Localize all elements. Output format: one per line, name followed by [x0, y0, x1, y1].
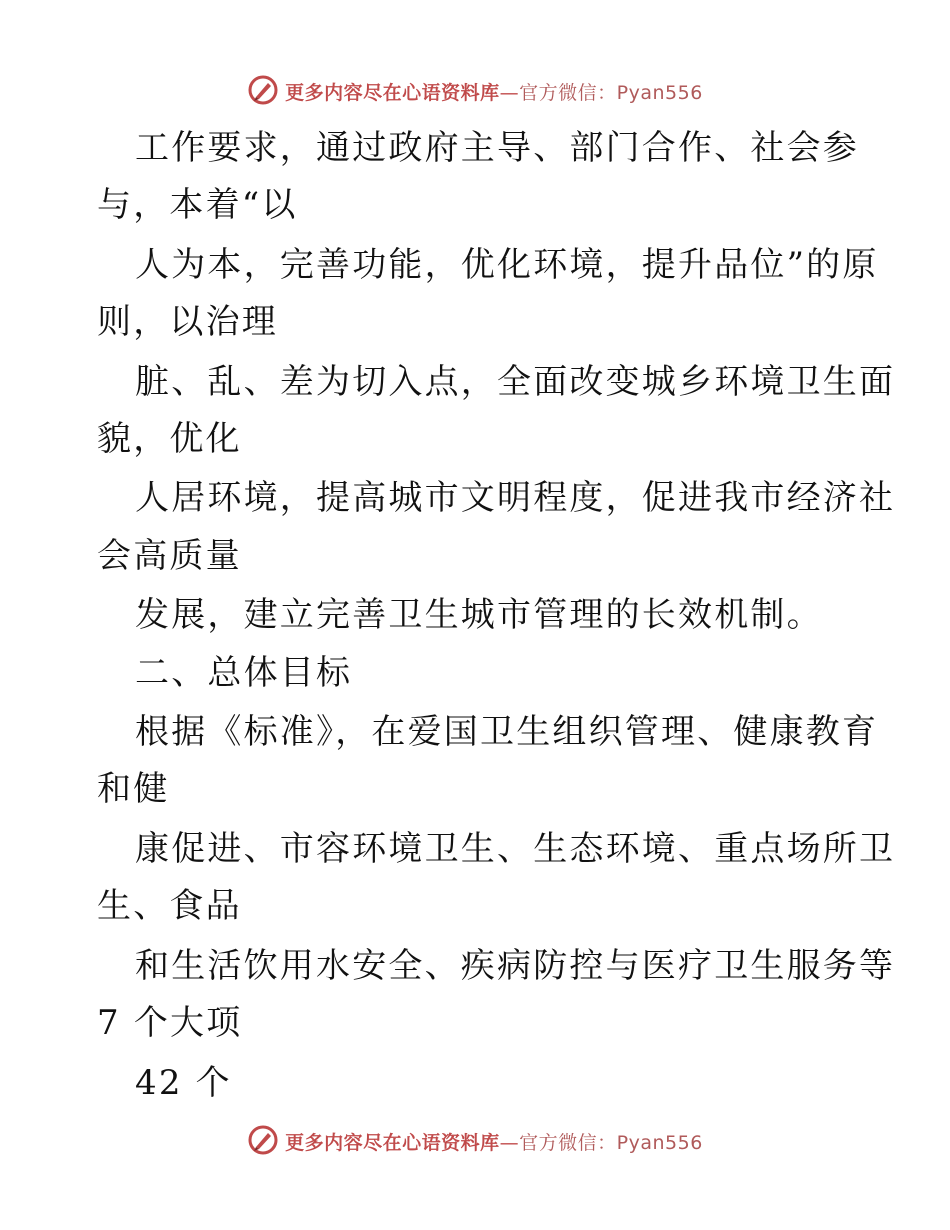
banner-dash: — [499, 81, 520, 104]
body-line: 和生活饮用水安全、疾病防控与医疗卫生服务等 [135, 946, 896, 986]
body-line: 7 个大项 [97, 1003, 243, 1043]
banner-dash: — [499, 1131, 520, 1154]
body-line: 貌，优化 [97, 419, 242, 459]
banner-text [285, 78, 703, 105]
body-line: 人居环境，提高城市文明程度，促进我市经济社 [135, 478, 896, 518]
pen-logo-icon [247, 74, 279, 106]
header-banner [0, 70, 950, 110]
pen-logo-icon [247, 1124, 279, 1156]
section-heading: 二、总体目标 [135, 653, 353, 693]
body-line: 人为本，完善功能，优化环境，提升品位”的原 [135, 245, 879, 285]
body-line: 会高质量 [97, 536, 242, 576]
body-line: 发展，建立完善卫生城市管理的长效机制。 [135, 595, 823, 635]
banner-main-text: 更多内容尽在心语资料库 [285, 1131, 500, 1154]
body-line: 工作要求，通过政府主导、部门合作、社会参 [135, 128, 859, 168]
body-line: 42 个 [135, 1063, 232, 1103]
banner-wechat-text: 官方微信：Pyan556 [519, 81, 703, 104]
banner-main-text: 更多内容尽在心语资料库 [285, 81, 500, 104]
body-line: 则，以治理 [97, 302, 278, 342]
body-line: 根据《标准》，在爱国卫生组织管理、健康教育 [135, 712, 879, 752]
body-line: 与，本着“以 [97, 185, 298, 225]
footer-banner [0, 1120, 950, 1160]
body-line: 康促进、市容环境卫生、生态环境、重点场所卫 [135, 829, 896, 869]
body-line: 生、食品 [97, 886, 242, 926]
banner-text [285, 1128, 703, 1155]
body-line: 脏、乱、差为切入点，全面改变城乡环境卫生面 [135, 362, 896, 402]
body-line: 和健 [97, 769, 170, 809]
banner-wechat-text: 官方微信：Pyan556 [519, 1131, 703, 1154]
